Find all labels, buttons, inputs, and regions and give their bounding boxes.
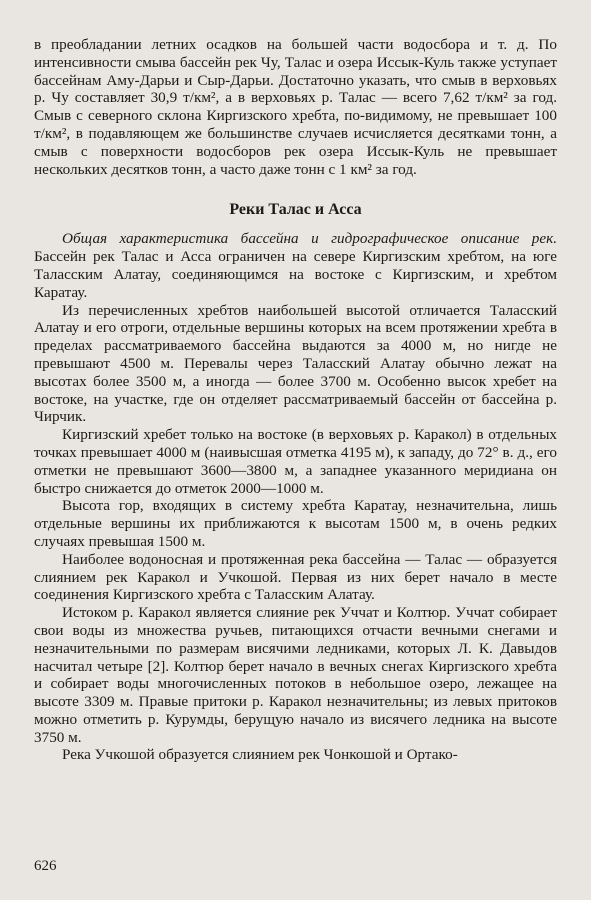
paragraph-2: Из перечисленных хребтов наибольшей высотой отличается Таласский Алатау и его отроги, отдельные вершины которых на всем протяжении хребта в пределах рассматриваемого бассейна выдаются за 4000 м, но нигде не превышают 4500 м. Перевалы через Таласский Алатау обычно лежат на высотах более 3500 м, а иногда — более 3700 м. Особенно высок хребет на востоке, на участке, где он отделяет рассматриваемый бассейн от бассейна р. Чирчик. [34, 301, 557, 426]
paragraph-5: Наиболее водоносная и протяженная река бассейна — Талас — образуется слиянием рек Каракол и Учкошой. Первая из них берет начало в месте соединения Киргизского хребта с Таласским Алатау. [34, 550, 557, 604]
paragraph-1-italic-heading: Общая характеристика бассейна и гидрографическое описание рек. [62, 230, 557, 248]
paragraph-3: Киргизский хребет только на востоке (в верховьях р. Каракол) в отдельных точках превышает 4000 м (наивысшая отметка 4195 м), к западу, до 72° в. д., его отметки не превышают 3600—3800 м, а западнее указанного меридиана он быстро снижается до отметок 2000—1000 м. [34, 426, 557, 497]
paragraph-7: Река Учкошой образуется слиянием рек Чонкошой и Ортако- [62, 746, 458, 764]
page-number: 626 [34, 858, 57, 874]
paragraph-1 [34, 230, 557, 301]
paragraph-6: Истоком р. Каракол является слияние рек Уччат и Колтюр. Уччат собирает свои воды из множества ручьев, питающихся отчасти вечными снегами и незначительными по размерам висячими ледниками, которых Л. К. Давыдов насчитал четыре [2]. Колтюр берет начало в вечных снегах Киргизского хребта и собирает воды многочисленных потоков в небольшое озеро, лежащее на высоте 3309 м. Правые притоки р. Каракол незначительны; из левых притоков можно отметить р. Курумды, берущую начало из висячего ледника на высоте 3750 м. [34, 604, 557, 746]
paragraph-4: Высота гор, входящих в систему хребта Каратау, незначительна, лишь отдельные вершины их приближаются к высотам 1500 м, в очень редких случаях превышая 1500 м. [34, 497, 557, 550]
section-title: Реки Талас и Асса [229, 201, 362, 219]
paragraph-1-text: Бассейн рек Талас и Асса ограничен на севере Киргизским хребтом, на юге Таласским Алатау, соединяющимся на востоке с Киргизским, и хребтом Каратау. [34, 248, 557, 301]
intro-paragraph: в преобладании летних осадков на большей части водосбора и т. д. По интенсивности смыва бассейн рек Чу, Талас и озера Иссык-Куль также уступает бассейнам Аму-Дарьи и Сыр-Дарьи. Достаточно указать, что смыв в верховьях р. Чу составляет 30,9 т/км², а в верховьях р. Талас — всего 7,62 т/км² за год. Смыв с северного склона Киргизского хребта, по-видимому, не превышает 100 т/км², в подавляющем же большинстве случаев исчисляется десятками тонн, а смыв с поверхности водосборов рек озера Иссык-Куль не превышает нескольких десятков тонн, а часто даже тонн с 1 км² за год. [34, 36, 557, 178]
